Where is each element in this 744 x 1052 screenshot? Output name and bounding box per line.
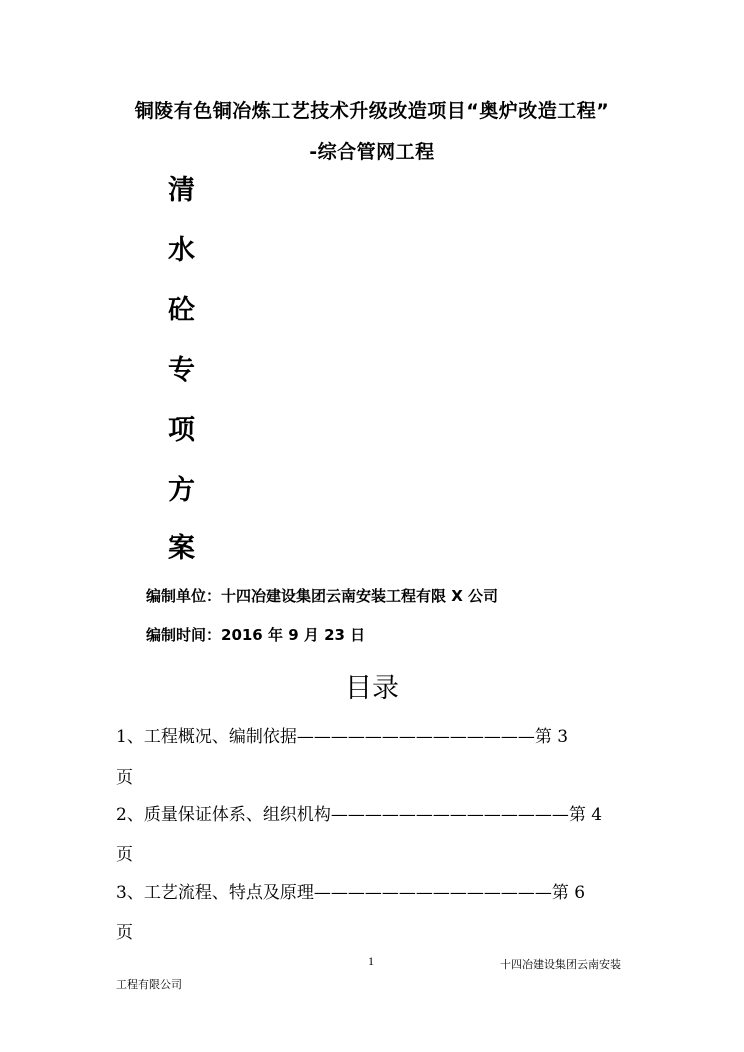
vertical-title-char: 方 xyxy=(168,475,195,506)
project-title-line-2: -综合管网工程 xyxy=(309,141,435,163)
vertical-title-char: 项 xyxy=(168,415,195,446)
footer-company: 十四冶建设集团云南安装 xyxy=(500,958,621,971)
toc-item-page-suffix: 页 xyxy=(116,768,133,788)
compiling-time: 编制时间：2016 年 9 月 23 日 xyxy=(146,626,366,644)
compiling-unit: 编制单位：十四冶建设集团云南安装工程有限 X 公司 xyxy=(146,587,499,605)
toc-item-page-suffix: 页 xyxy=(116,845,133,865)
toc-heading: 目录 xyxy=(345,673,399,704)
vertical-title-char: 专 xyxy=(168,355,195,386)
toc-item: 1、工程概况、编制依据——————————————第 3 xyxy=(116,727,569,747)
toc-item: 3、工艺流程、特点及原理——————————————第 6 xyxy=(116,883,586,903)
vertical-title-char: 砼 xyxy=(168,295,195,326)
page-number: 1 xyxy=(368,954,374,968)
vertical-title-char: 案 xyxy=(168,533,195,564)
footer-company-continued: 工程有限公司 xyxy=(116,978,182,991)
toc-item-page-suffix: 页 xyxy=(116,923,133,943)
toc-item: 2、质量保证体系、组织机构——————————————第 4 xyxy=(116,805,603,825)
project-title-line-1: 铜陵有色铜冶炼工艺技术升级改造项目“奥炉改造工程” xyxy=(134,100,610,122)
vertical-title-char: 水 xyxy=(168,235,195,266)
vertical-title-char: 清 xyxy=(168,175,195,206)
